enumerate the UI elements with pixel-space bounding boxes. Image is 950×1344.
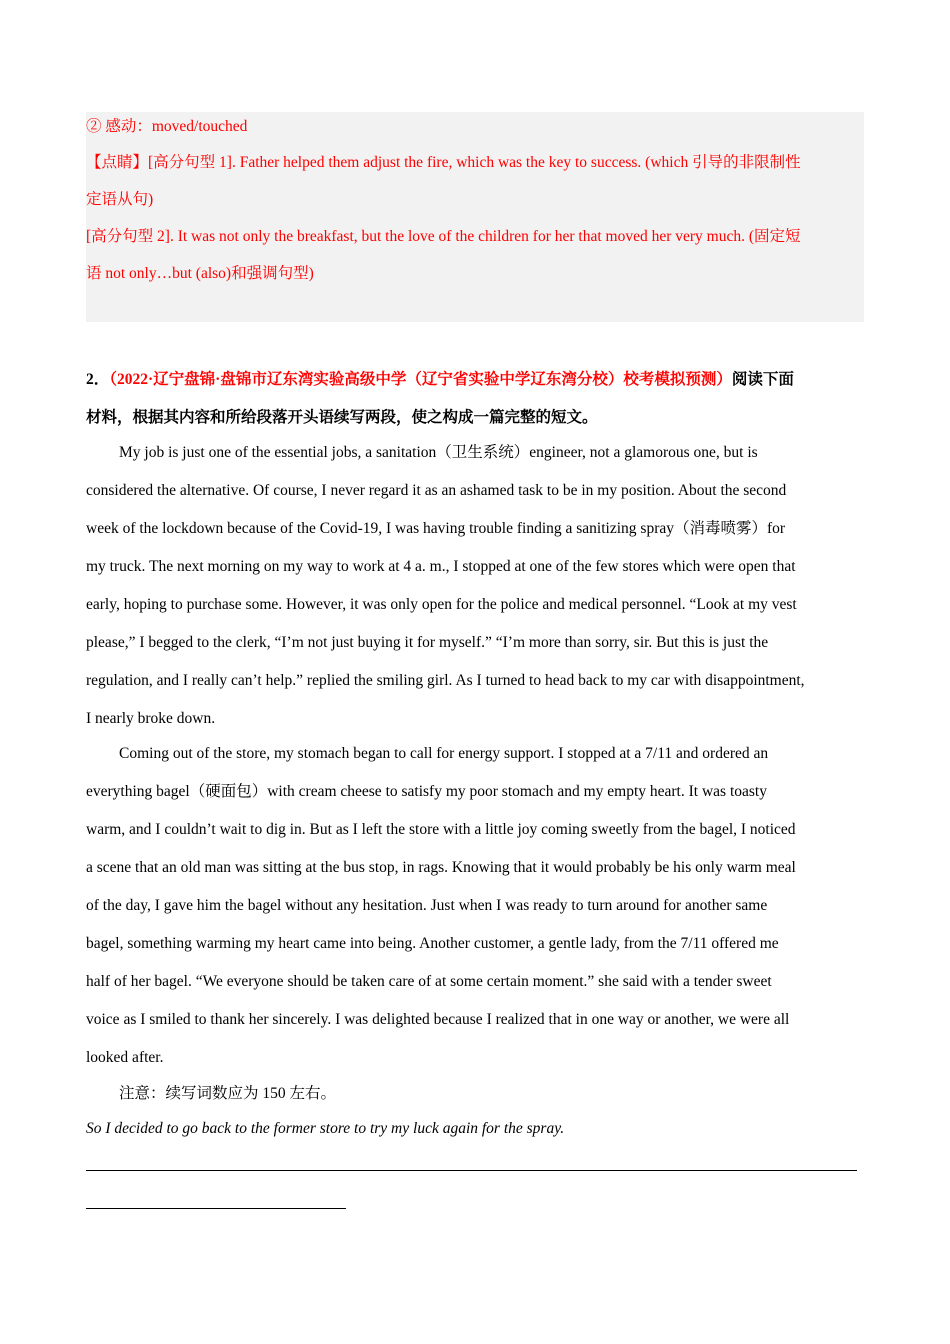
passage-line: considered the alternative. Of course, I never regard it as an ashamed task to be in my position. About the second xyxy=(86,482,787,499)
passage-line: Coming out of the store, my stomach began to call for energy support. I stopped at a 7/11 and ordered an xyxy=(119,745,769,762)
passage-line: a scene that an old man was sitting at the bus stop, in rags. Knowing that it would probably be his only warm meal xyxy=(86,859,796,876)
passage-line: my truck. The next morning on my way to work at 4 a. m., I stopped at one of the few stores which were open that xyxy=(86,558,796,575)
tip-sentence-1-cont: 定语从句) xyxy=(86,191,154,208)
passage-line: My job is just one of the essential jobs, a sanitation（卫生系统）engineer, not a glamorous one, but is xyxy=(119,444,758,461)
passage-line: everything bagel（硬面包）with cream cheese to satisfy my poor stomach and my empty heart. It was toasty xyxy=(86,783,767,800)
passage-line: bagel, something warming my heart came into being. Another customer, a gentle lady, from the 7/11 offered me xyxy=(86,935,779,952)
passage-line: looked after. xyxy=(86,1049,164,1066)
continuation-opening: So I decided to go back to the former store to try my luck again for the spray. xyxy=(86,1120,565,1137)
word-count-note: 注意：续写词数应为 150 左右。 xyxy=(119,1085,337,1102)
tip-sentence-2: [高分句型 2]. It was not only the breakfast, but the love of the children for her that moved her very much. (固定短 xyxy=(86,228,801,245)
passage-line: of the day, I gave him the bagel without any hesitation. Just when I was ready to turn around for another same xyxy=(86,897,768,914)
question-number: 2． xyxy=(86,371,110,388)
passage-line: week of the lockdown because of the Covid-19, I was having trouble finding a sanitizing spray（消毒喷雾）for xyxy=(86,520,786,537)
question-heading xyxy=(86,370,794,390)
passage-line: half of her bagel. “We everyone should be taken care of at some certain moment.” she said with a tender sweet xyxy=(86,973,772,990)
passage-line: please,” I begged to the clerk, “I’m not just buying it for myself.” “I’m more than sorry, sir. But this is just the xyxy=(86,634,769,651)
passage-line: I nearly broke down. xyxy=(86,710,216,727)
question-instruction: 阅读下面 xyxy=(731,371,794,388)
passage-line: early, hoping to purchase some. However, it was only open for the police and medical personnel. “Look at my vest xyxy=(86,596,797,613)
answer-line xyxy=(86,1170,857,1171)
tip-sentence-1: 【点睛】[高分句型 1]. Father helped them adjust the fire, which was the key to success. (which 引导的非限制性 xyxy=(86,154,801,171)
answer-item-2: ② 感动：moved/touched xyxy=(86,118,248,135)
passage-line: regulation, and I really can’t help.” replied the smiling girl. As I turned to head back to my car with disappointment, xyxy=(86,672,805,689)
passage-line: warm, and I couldn’t wait to dig in. But as I left the store with a little joy coming sweetly from the bagel, I noticed xyxy=(86,821,796,838)
passage-line: voice as I smiled to thank her sincerely. I was delighted because I realized that in one way or another, we were all xyxy=(86,1011,790,1028)
question-source: （2022·辽宁盘锦·盘锦市辽东湾实验高级中学（辽宁省实验中学辽东湾分校）校考模拟预测） xyxy=(109,371,732,388)
tip-sentence-2-cont: 语 not only…but (also)和强调句型) xyxy=(86,265,314,282)
answer-line xyxy=(86,1208,346,1209)
answer-explanation-box xyxy=(86,112,864,322)
question-instruction-cont: 材料，根据其内容和所给段落开头语续写两段，使之构成一篇完整的短文。 xyxy=(86,409,598,426)
